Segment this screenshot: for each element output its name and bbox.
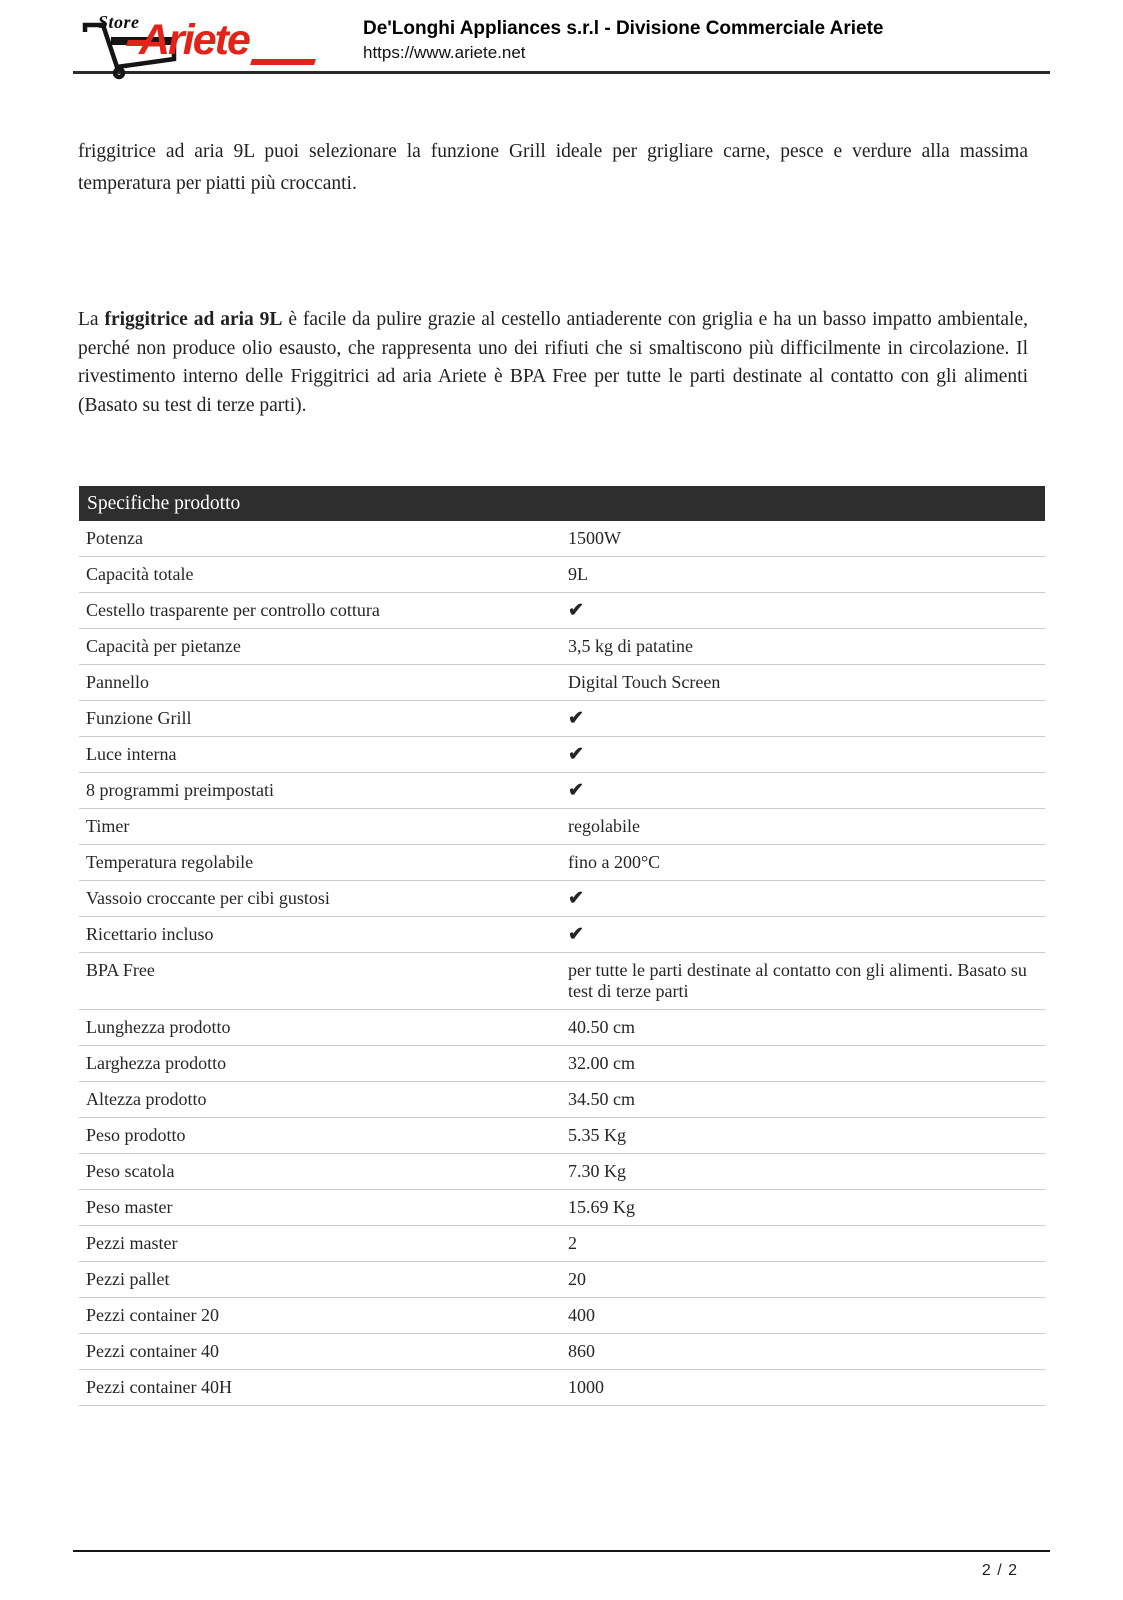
spec-row-value: 20 [568, 1269, 586, 1289]
spec-row-value: 40.50 cm [568, 1017, 635, 1037]
spec-row-value: 1000 [568, 1377, 604, 1397]
table-row [79, 1226, 1045, 1262]
table-row [79, 1154, 1045, 1190]
spec-row-label: Pezzi container 20 [86, 1305, 219, 1325]
spec-row-label: Capacità per pietanze [86, 636, 241, 656]
spec-row-value: 9L [568, 564, 588, 584]
header-text-block [363, 16, 1043, 64]
spec-row-value: 32.00 cm [568, 1053, 635, 1073]
spec-row-label: Timer [86, 816, 130, 836]
table-row [79, 953, 1045, 1010]
spec-row-label: Altezza prodotto [86, 1089, 207, 1109]
spec-row-label: Luce interna [86, 744, 177, 764]
spec-row-value: 860 [568, 1341, 595, 1361]
table-row [79, 1298, 1045, 1334]
spec-row-label: Lunghezza prodotto [86, 1017, 231, 1037]
description-prefix: La [78, 309, 105, 330]
spec-row-label: Pezzi container 40 [86, 1341, 219, 1361]
company-title: De'Longhi Appliances s.r.l - Divisione Commerciale Ariete [363, 18, 884, 39]
spec-row-label: Vassoio croccante per cibi gustosi [86, 888, 330, 908]
table-row [79, 557, 1045, 593]
spec-row-value: 400 [568, 1305, 595, 1325]
spec-row-label: BPA Free [86, 960, 155, 980]
logo-store-text: Store [98, 12, 140, 32]
spec-row-value: per tutte le parti destinate al contatto con gli alimenti. Basato su test di terze parti [568, 960, 1027, 1001]
page-header [73, 0, 1050, 74]
spec-row-checkmark: ✔ [568, 600, 584, 621]
spec-row-label: Larghezza prodotto [86, 1053, 227, 1073]
table-row [79, 1082, 1045, 1118]
store-ariete-logo [73, 12, 333, 74]
spec-row-value: 7.30 Kg [568, 1161, 626, 1181]
spec-table-body [79, 521, 1045, 1406]
spec-row-label: Ricettario incluso [86, 924, 214, 944]
table-row [79, 1046, 1045, 1082]
table-row [79, 809, 1045, 845]
spec-row-checkmark: ✔ [568, 708, 584, 729]
table-row [79, 1262, 1045, 1298]
table-row [79, 1370, 1045, 1406]
table-row [79, 773, 1045, 809]
table-row [79, 665, 1045, 701]
table-row [79, 521, 1045, 557]
spec-row-label: Pezzi master [86, 1233, 178, 1253]
spec-row-value: 5.35 Kg [568, 1125, 626, 1145]
spec-row-value: Digital Touch Screen [568, 672, 721, 692]
table-row [79, 737, 1045, 773]
table-row [79, 1334, 1045, 1370]
spec-row-label: Cestello trasparente per controllo cottura [86, 600, 380, 620]
spec-row-label: Pezzi container 40H [86, 1377, 232, 1397]
spec-row-checkmark: ✔ [568, 888, 584, 909]
description-rest: è facile da pulire grazie al cestello antiaderente con griglia e ha un basso impatto ambientale, perché non produce olio esausto, che rappresenta uno dei rifiuti che si smaltiscono più difficilmente in circolazione. Il rivestimento interno delle Friggitrici ad aria Ariete è BPA Free per tutte le parti destinate al contatto con gli alimenti (Basato su test di terze parti). [78, 309, 1028, 416]
logo-brand-text: Ariete [139, 16, 249, 64]
table-row [79, 845, 1045, 881]
description-paragraph [78, 306, 1028, 420]
table-row [79, 1190, 1045, 1226]
product-name-bold: friggitrice ad aria 9L [104, 309, 283, 330]
table-row [79, 881, 1045, 917]
table-row [79, 917, 1045, 953]
table-row [79, 1010, 1045, 1046]
table-row [79, 1118, 1045, 1154]
spec-row-checkmark: ✔ [568, 924, 584, 945]
spec-row-label: Pannello [86, 672, 149, 692]
spec-row-label: Potenza [86, 528, 143, 548]
spec-row-value: 1500W [568, 528, 621, 548]
logo-red-underline [250, 59, 316, 65]
spec-row-label: Peso scatola [86, 1161, 175, 1181]
spec-table-header: Specifiche prodotto [79, 486, 1045, 521]
page-number: 2 / 2 [981, 1562, 1018, 1579]
spec-row-value: 3,5 kg di patatine [568, 636, 693, 656]
spec-row-value: regolabile [568, 816, 640, 836]
spec-row-label: Funzione Grill [86, 708, 192, 728]
table-row [79, 593, 1045, 629]
spec-row-checkmark: ✔ [568, 744, 584, 765]
spec-row-value: fino a 200°C [568, 852, 661, 872]
spec-row-value: 34.50 cm [568, 1089, 635, 1109]
spec-row-label: Capacità totale [86, 564, 194, 584]
website-url[interactable]: https://www.ariete.net [363, 43, 526, 62]
spec-table [79, 486, 1045, 1406]
spec-row-checkmark: ✔ [568, 780, 584, 801]
table-row [79, 701, 1045, 737]
intro-paragraph: friggitrice ad aria 9L puoi selezionare la funzione Grill ideale per grigliare carne, pesce e verdure alla massima temperatura per piatti più croccanti. [78, 141, 1028, 194]
spec-row-label: Pezzi pallet [86, 1269, 170, 1289]
footer-divider [73, 1550, 1050, 1552]
spec-row-label: Peso master [86, 1197, 173, 1217]
spec-row-label: Peso prodotto [86, 1125, 186, 1145]
spec-row-value: 15.69 Kg [568, 1197, 635, 1217]
spec-row-value: 2 [568, 1233, 577, 1253]
table-row [79, 629, 1045, 665]
spec-row-label: Temperatura regolabile [86, 852, 254, 872]
spec-row-label: 8 programmi preimpostati [86, 780, 274, 800]
